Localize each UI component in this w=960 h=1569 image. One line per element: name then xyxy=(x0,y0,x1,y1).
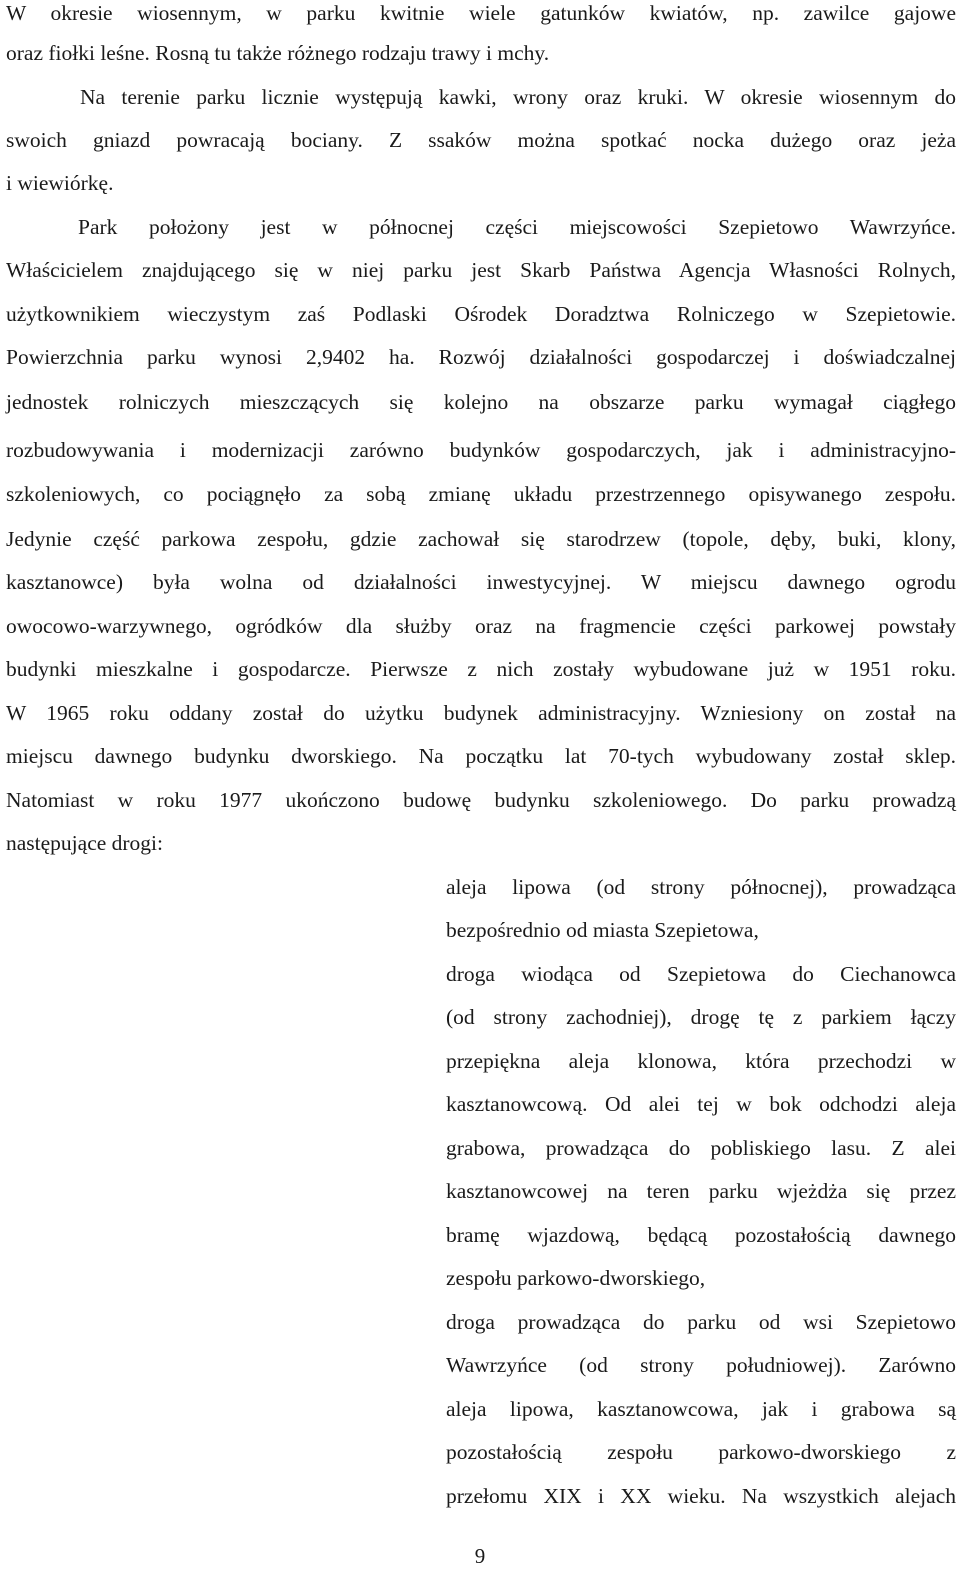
list-line: droga wiodąca od Szepietowa do Ciechanowca xyxy=(446,962,956,986)
text-line: Park położony jest w północnej części miejscowości Szepietowo Wawrzyńce. xyxy=(78,215,956,239)
text-line: Natomiast w roku 1977 ukończono budowę budynku szkoleniowego. Do parku prowadzą xyxy=(6,788,956,812)
text-line: oraz fiołki leśne. Rosną tu także różnego rodzaju trawy i mchy. xyxy=(6,41,550,65)
text-line: W 1965 roku oddany został do użytku budynek administracyjny. Wzniesiony on został na xyxy=(6,701,956,725)
list-line: grabowa, prowadząca do pobliskiego lasu. Z alei xyxy=(446,1136,956,1160)
list-line: kasztanowcowej na teren parku wjeżdża się przez xyxy=(446,1179,956,1203)
list-line: przełomu XIX i XX wieku. Na wszystkich alejach xyxy=(446,1484,956,1508)
text-line: W okresie wiosennym, w parku kwitnie wiele gatunków kwiatów, np. zawilce gajowe xyxy=(6,1,956,25)
text-line: kasztanowce) była wolna od działalności inwestycyjnej. W miejscu dawnego ogrodu xyxy=(6,570,956,594)
list-line: droga prowadząca do parku od wsi Szepietowo xyxy=(446,1310,956,1334)
text-line: owocowo-warzywnego, ogródków dla służby oraz na fragmencie części parkowej powstały xyxy=(6,614,956,638)
text-line: rozbudowywania i modernizacji zarówno budynków gospodarczych, jak i administracyjno- xyxy=(6,438,956,462)
text-line: Powierzchnia parku wynosi 2,9402 ha. Rozwój działalności gospodarczej i doświadczalnej xyxy=(6,345,956,369)
list-line: przepiękna aleja klonowa, która przechodzi w xyxy=(446,1049,956,1073)
list-line: kasztanowcową. Od alei tej w bok odchodzi aleja xyxy=(446,1092,956,1116)
text-line: jednostek rolniczych mieszczących się kolejno na obszarze parku wymagał ciągłego xyxy=(6,390,956,414)
text-line: Na terenie parku licznie występują kawki, wrony oraz kruki. W okresie wiosennym do xyxy=(80,85,956,109)
list-line: pozostałością zespołu parkowo-dworskiego z xyxy=(446,1440,956,1464)
list-line: zespołu parkowo-dworskiego, xyxy=(446,1266,706,1290)
text-line: budynki mieszkalne i gospodarcze. Pierwsze z nich zostały wybudowane już w 1951 roku. xyxy=(6,657,956,681)
list-line: Wawrzyńce (od strony południowej). Zarówno xyxy=(446,1353,956,1377)
text-line: następujące drogi: xyxy=(6,831,164,855)
list-line: bramę wjazdową, będącą pozostałością dawnego xyxy=(446,1223,956,1247)
text-line: Właścicielem znajdującego się w niej parku jest Skarb Państwa Agencja Własności Rolnych, xyxy=(6,258,956,282)
text-line: i wiewiórkę. xyxy=(6,171,114,195)
page-number: 9 xyxy=(474,1544,486,1568)
text-line: szkoleniowych, co pociągnęło za sobą zmianę układu przestrzennego opisywanego zespołu. xyxy=(6,482,956,506)
list-line: aleja lipowa, kasztanowcowa, jak i grabowa są xyxy=(446,1397,956,1421)
text-line: swoich gniazd powracają bociany. Z ssaków można spotkać nocka dużego oraz jeża xyxy=(6,128,956,152)
text-line: Jedynie część parkowa zespołu, gdzie zachował się starodrzew (topole, dęby, buki, klony, xyxy=(6,527,956,551)
list-line: (od strony zachodniej), drogę tę z parkiem łączy xyxy=(446,1005,956,1029)
list-line: aleja lipowa (od strony północnej), prowadząca xyxy=(446,875,956,899)
text-line: miejscu dawnego budynku dworskiego. Na początku lat 70-tych wybudowany został sklep. xyxy=(6,744,956,768)
text-line: użytkownikiem wieczystym zaś Podlaski Ośrodek Doradztwa Rolniczego w Szepietowie. xyxy=(6,302,956,326)
list-line: bezpośrednio od miasta Szepietowa, xyxy=(446,918,759,942)
